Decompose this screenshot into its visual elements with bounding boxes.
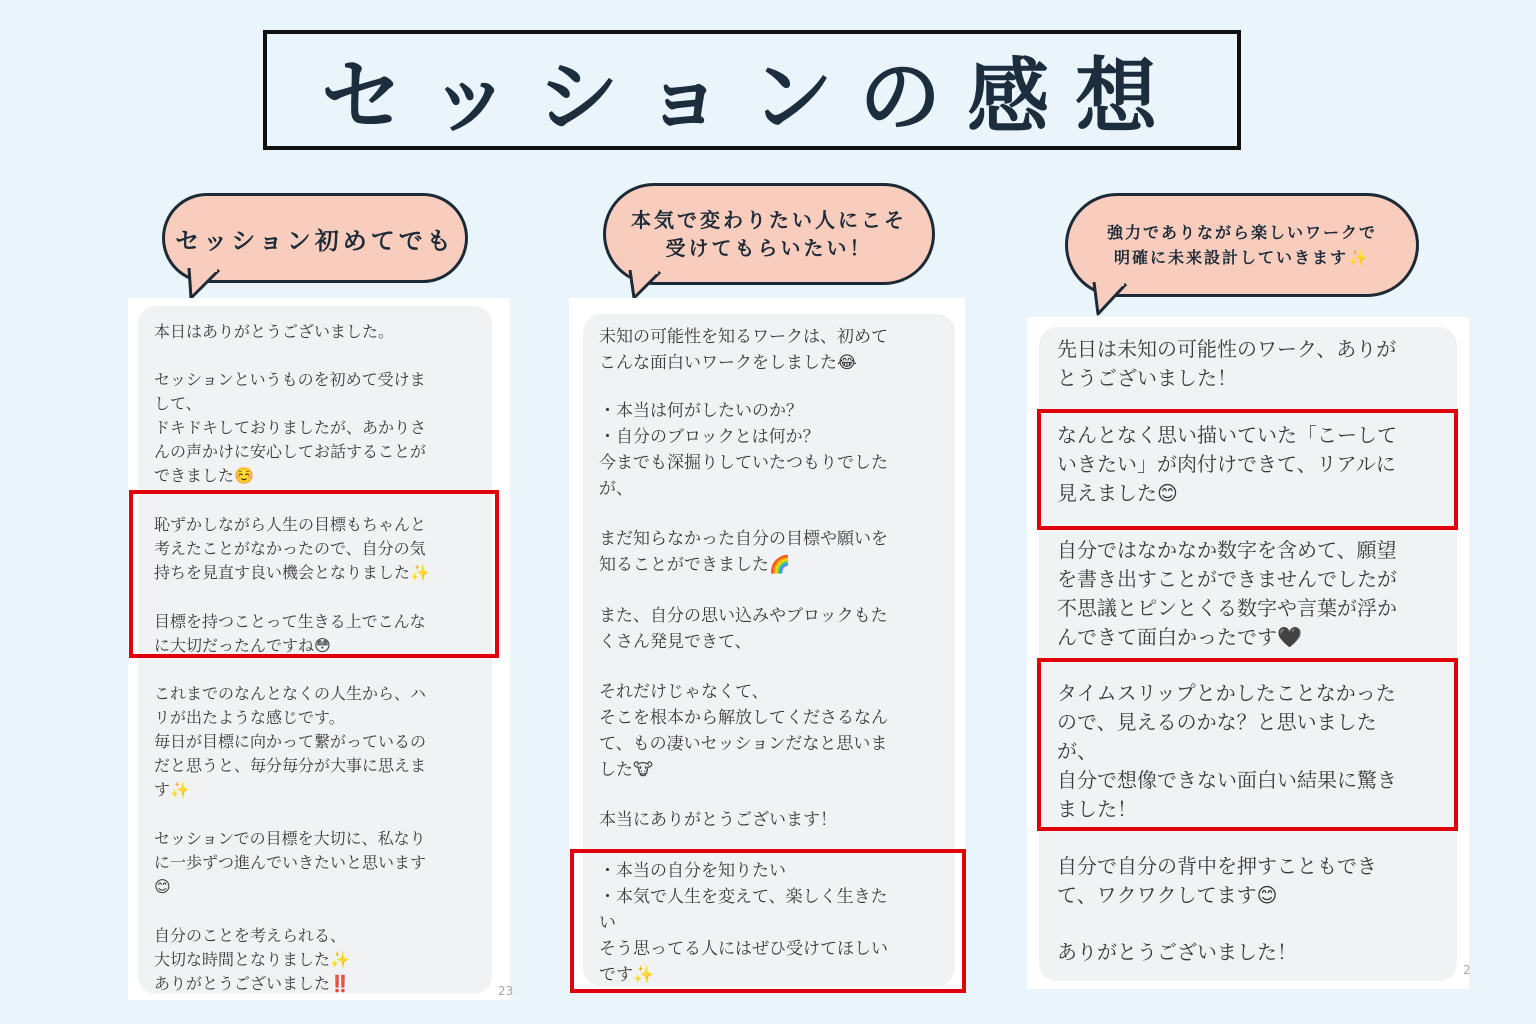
review-3-paragraph-1 bbox=[1057, 335, 1396, 393]
review-line: リが出たような感じです。 bbox=[154, 708, 345, 727]
highlight-box-2 bbox=[570, 849, 966, 993]
review-line: くさん発見できて、 bbox=[599, 632, 752, 652]
title-frame bbox=[263, 30, 1241, 150]
review-2-paragraph-1 bbox=[599, 324, 888, 376]
panel-1-stamp: 23 bbox=[498, 984, 514, 998]
review-line: ありがとうございました‼️ bbox=[154, 974, 350, 993]
review-1-paragraph-6 bbox=[154, 827, 426, 899]
review-line: が、 bbox=[599, 479, 633, 499]
review-line: ・自分のブロックとは何か？ bbox=[599, 427, 820, 447]
review-line: だと思うと、毎分毎分が大事に思えま bbox=[154, 756, 427, 775]
bubble-2-line-2: 受けてもらいたい！ bbox=[665, 236, 873, 260]
highlight-box-4 bbox=[1037, 658, 1458, 831]
review-line: に大切だったんですね😳 bbox=[154, 636, 331, 655]
review-line: 😊 bbox=[154, 877, 171, 896]
review-line: タイムスリップとかしたことなかった bbox=[1057, 681, 1396, 705]
review-1-paragraph-1 bbox=[154, 320, 394, 344]
review-2-paragraph-3 bbox=[599, 526, 888, 578]
highlight-box-3 bbox=[1037, 409, 1458, 530]
review-3-paragraph-6 bbox=[1057, 938, 1297, 967]
review-line: が、 bbox=[1057, 739, 1097, 763]
review-line: ・本当は何がしたいのか？ bbox=[599, 401, 803, 421]
bubble-2-line-1: 本気で変わりたい人にこそ bbox=[631, 208, 907, 232]
bubble-3-tail bbox=[1090, 282, 1132, 318]
review-line: いきたい」が肉付けできて、リアルに bbox=[1057, 452, 1396, 476]
review-2-paragraph-2 bbox=[599, 398, 888, 502]
review-line: 目標を持つことって生きる上でこんな bbox=[154, 612, 426, 631]
review-line: ドキドキしておりましたが、あかりさ bbox=[154, 418, 427, 437]
review-line: 持ちを見直す良い機会となりました✨ bbox=[154, 563, 430, 582]
review-3-paragraph-3 bbox=[1057, 536, 1397, 652]
review-line: なんとなく思い描いていた「こーして bbox=[1057, 423, 1397, 447]
review-line: んの声かけに安心してお話することが bbox=[154, 442, 427, 461]
review-line: セッションというものを初めて受けま bbox=[154, 370, 426, 389]
review-line: また、自分の思い込みやブロックもた bbox=[599, 606, 888, 626]
review-line: ・本当の自分を知りたい bbox=[599, 861, 786, 881]
review-2-paragraph-5 bbox=[599, 679, 888, 783]
page-title: セッションの感想 bbox=[320, 49, 1184, 145]
review-line: これまでのなんとなくの人生から、ハ bbox=[154, 684, 427, 703]
review-line: そこを根本から解放してくださるなん bbox=[599, 708, 888, 728]
review-line: 本日はありがとうございました。 bbox=[154, 322, 395, 341]
review-1-paragraph-2 bbox=[154, 368, 426, 488]
review-line: 考えたことがなかったので、自分の気 bbox=[154, 539, 426, 558]
review-line: ・本気で人生を変えて、楽しく生きた bbox=[599, 887, 888, 907]
review-line: に一歩ずつ進んでいきたいと思います bbox=[154, 853, 427, 872]
bubble-1-tail bbox=[185, 268, 225, 302]
review-line: を書き出すことができませんでしたが bbox=[1057, 567, 1397, 591]
bubble-3-line-1: 強力でありながら楽しいワークで bbox=[1106, 223, 1377, 242]
review-line: 未知の可能性を知るワークは、初めて bbox=[599, 327, 888, 347]
bubble-3-line-2: 明確に未来設計していきます✨ bbox=[1114, 248, 1370, 267]
review-line: ので、見えるのかな？と思いました bbox=[1057, 710, 1377, 734]
review-line: て、ワクワクしてます😊 bbox=[1057, 883, 1278, 907]
review-line: 先日は未知の可能性のワーク、ありが bbox=[1057, 337, 1397, 361]
review-line: す✨ bbox=[154, 780, 190, 799]
review-line: した🐮 bbox=[599, 760, 654, 780]
review-line: 自分で自分の背中を押すこともでき bbox=[1057, 854, 1377, 878]
review-line: それだけじゃなくて、 bbox=[599, 682, 769, 702]
bubble-1-line: セッション初めてでも bbox=[175, 226, 455, 255]
review-line: できました☺️ bbox=[154, 466, 254, 485]
review-line: して、 bbox=[154, 394, 202, 413]
review-line: こんな面白いワークをしました😂 bbox=[599, 353, 857, 373]
review-2-paragraph-6 bbox=[599, 807, 837, 833]
review-1-paragraph-5 bbox=[154, 682, 426, 802]
review-line: そう思ってる人にはぜひ受けてほしい bbox=[599, 939, 888, 959]
review-line: 見えました😊 bbox=[1057, 481, 1178, 505]
review-line: ました！ bbox=[1057, 797, 1137, 821]
panel-3-stamp: 2 bbox=[1463, 963, 1471, 977]
review-line: んできて面白かったです🖤 bbox=[1057, 625, 1302, 649]
review-line: ありがとうございました！ bbox=[1057, 940, 1297, 964]
review-line: 今までも深掘りしていたつもりでした bbox=[599, 453, 888, 473]
review-3-paragraph-5 bbox=[1057, 852, 1377, 910]
review-line: 毎日が目標に向かって繋がっているの bbox=[154, 732, 427, 751]
review-line: て、もの凄いセッションだなと思いま bbox=[599, 734, 888, 754]
review-line: セッションでの目標を大切に、私なり bbox=[154, 829, 426, 848]
review-line: 不思議とピンとくる数字や言葉が浮か bbox=[1057, 596, 1397, 620]
review-1-paragraph-7 bbox=[154, 924, 350, 996]
highlight-box-1 bbox=[129, 490, 499, 658]
review-line: 自分で想像できない面白い結果に驚き bbox=[1057, 768, 1397, 792]
review-line: 恥ずかしながら人生の目標もちゃんと bbox=[154, 515, 427, 534]
review-line: とうございました！ bbox=[1057, 366, 1237, 390]
review-line: 知ることができました🌈 bbox=[599, 555, 791, 575]
review-line: 自分のことを考えられる、 bbox=[154, 926, 347, 945]
review-line: まだ知らなかった自分の目標や願いを bbox=[599, 529, 888, 549]
review-line: 自分ではなかなか数字を含めて、願望 bbox=[1057, 538, 1397, 562]
review-line: 本当にありがとうございます！ bbox=[599, 810, 837, 830]
review-line: い bbox=[599, 913, 616, 933]
review-line: 大切な時間となりました✨ bbox=[154, 950, 350, 969]
review-line: です✨ bbox=[599, 965, 655, 985]
review-2-paragraph-4 bbox=[599, 603, 888, 655]
